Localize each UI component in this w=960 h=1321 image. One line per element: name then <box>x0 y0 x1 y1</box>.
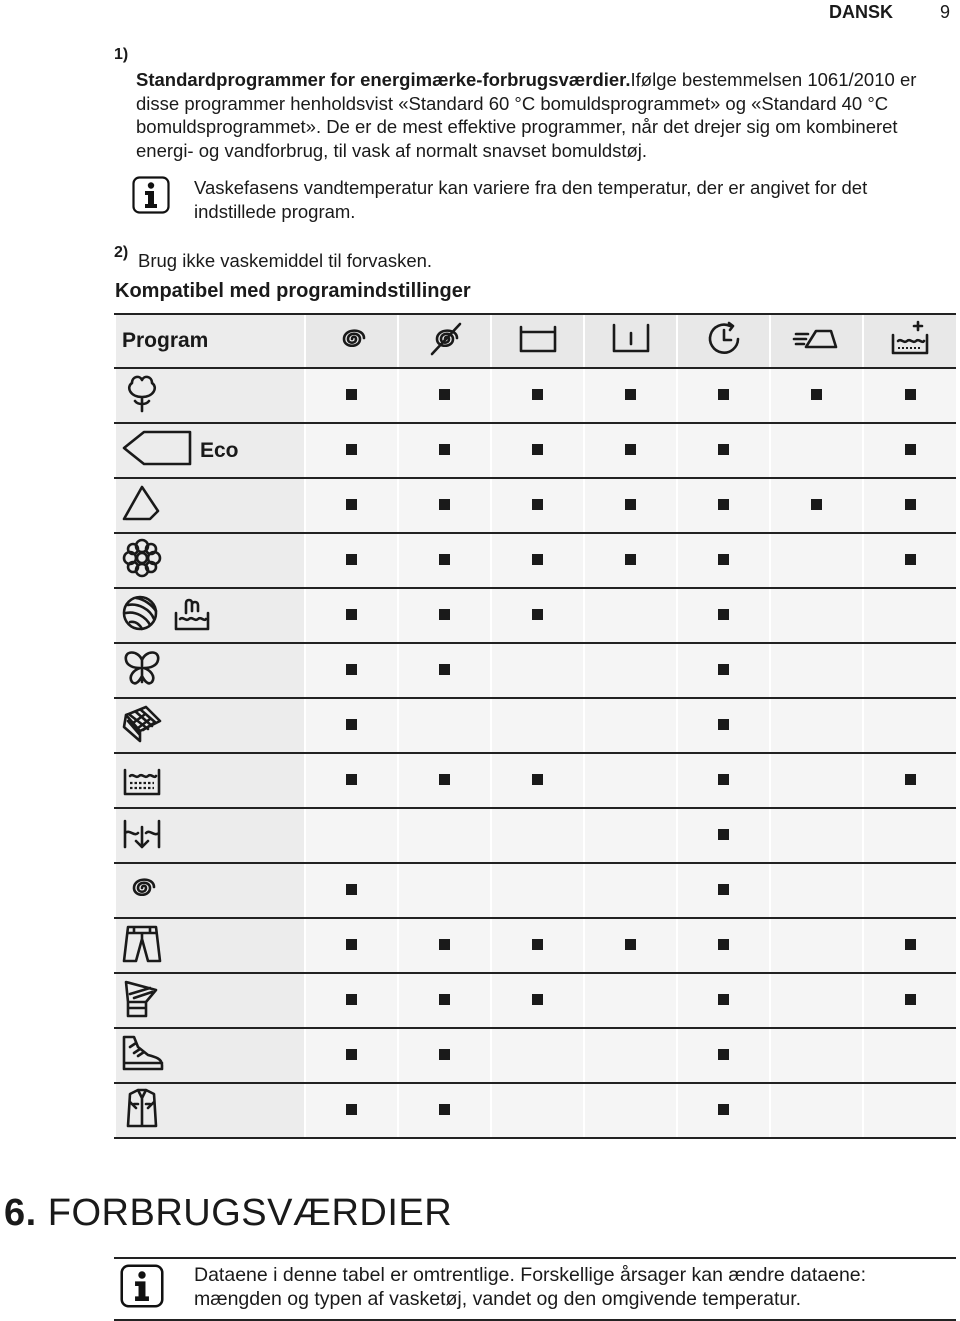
compatible-mark <box>346 389 357 400</box>
compat-cell <box>677 643 770 698</box>
compat-cell <box>398 698 491 753</box>
synthetics-icon <box>120 481 164 525</box>
compatible-mark <box>532 499 543 510</box>
compat-cell <box>770 588 863 643</box>
compat-cell <box>770 368 863 423</box>
compat-cell <box>305 753 398 808</box>
compatible-mark <box>532 389 543 400</box>
compat-cell <box>491 368 584 423</box>
compatible-mark <box>905 554 916 565</box>
compat-cell <box>770 1083 863 1138</box>
table-row <box>115 1028 956 1083</box>
compatible-mark <box>718 444 729 455</box>
program-label: Eco <box>200 438 239 462</box>
compatible-mark <box>718 664 729 675</box>
compat-cell <box>584 863 677 918</box>
compat-cell <box>305 973 398 1028</box>
compat-cell <box>584 808 677 863</box>
compat-cell <box>584 533 677 588</box>
compatible-mark <box>718 994 729 1005</box>
compat-cell <box>491 423 584 478</box>
compatible-mark <box>718 609 729 620</box>
section-title <box>4 1192 452 1235</box>
compat-cell <box>491 753 584 808</box>
compatible-mark <box>439 389 450 400</box>
table-row <box>115 753 956 808</box>
compatible-mark <box>439 1104 450 1115</box>
program-cell <box>115 643 305 698</box>
table-row <box>115 533 956 588</box>
anti-allergy-icon <box>120 976 164 1020</box>
compatible-mark <box>811 499 822 510</box>
compat-cell <box>677 478 770 533</box>
compat-cell <box>491 533 584 588</box>
compat-cell <box>398 863 491 918</box>
compatible-mark <box>439 499 450 510</box>
compatible-mark <box>718 389 729 400</box>
compat-cell <box>863 423 956 478</box>
compatible-mark <box>532 609 543 620</box>
compat-cell <box>584 423 677 478</box>
compatible-mark <box>905 444 916 455</box>
compat-cell <box>770 1028 863 1083</box>
compat-cell <box>491 643 584 698</box>
compat-cell <box>677 588 770 643</box>
night-cycle-icon <box>609 317 653 361</box>
compatible-mark <box>905 499 916 510</box>
table-row <box>115 643 956 698</box>
section-name: FORBRUGSVÆRDIER <box>47 1192 453 1234</box>
option-column-5 <box>677 314 770 368</box>
table-row <box>115 423 956 478</box>
compat-cell <box>863 478 956 533</box>
compatible-mark <box>532 444 543 455</box>
option-column-1 <box>305 314 398 368</box>
compat-cell <box>305 368 398 423</box>
curtains-icon <box>120 701 164 745</box>
table-row <box>115 478 956 533</box>
compat-cell <box>491 863 584 918</box>
compatible-mark <box>439 664 450 675</box>
compat-cell <box>398 973 491 1028</box>
compat-cell <box>491 973 584 1028</box>
program-cell <box>115 918 305 973</box>
compat-cell <box>398 588 491 643</box>
footnote-1-bold: Standardprogrammer for energimærke-forbrugsværdier. <box>136 69 631 90</box>
program-cell <box>115 478 305 533</box>
compat-cell <box>677 368 770 423</box>
compat-cell <box>584 478 677 533</box>
option-column-3 <box>491 314 584 368</box>
compat-cell <box>491 698 584 753</box>
compatible-mark <box>532 554 543 565</box>
no-spin-icon <box>423 317 467 361</box>
compat-cell <box>305 643 398 698</box>
compatible-mark <box>346 719 357 730</box>
compat-table <box>114 313 956 1139</box>
cotton-eco-icon <box>120 426 194 470</box>
compat-cell <box>770 808 863 863</box>
compat-cell <box>863 808 956 863</box>
table-row <box>115 973 956 1028</box>
compat-cell <box>305 478 398 533</box>
compat-cell <box>398 533 491 588</box>
info-note-2-text: Dataene i denne tabel er omtrentlige. Forskellige årsager kan ændre dataene: mængden og typen af vasketøj, vandet og den omgivende temperatur. <box>194 1264 867 1310</box>
compat-cell <box>305 1083 398 1138</box>
compatible-mark <box>532 774 543 785</box>
compat-cell <box>863 863 956 918</box>
compat-cell <box>584 1028 677 1083</box>
compat-cell <box>305 698 398 753</box>
compat-cell <box>770 918 863 973</box>
compatible-mark <box>905 994 916 1005</box>
compat-cell <box>491 1028 584 1083</box>
compatible-mark <box>346 444 357 455</box>
compatible-mark <box>346 609 357 620</box>
compat-header-row <box>115 314 956 368</box>
compatible-mark <box>346 994 357 1005</box>
compat-cell <box>677 808 770 863</box>
program-cell <box>115 1028 305 1083</box>
compat-cell <box>305 1028 398 1083</box>
compatible-mark <box>439 939 450 950</box>
compat-cell <box>584 918 677 973</box>
program-cell <box>115 808 305 863</box>
compatible-mark <box>905 774 916 785</box>
sports-shoes-icon <box>120 1031 164 1075</box>
compatible-mark <box>718 939 729 950</box>
compatible-mark <box>625 939 636 950</box>
compat-cell <box>491 478 584 533</box>
compat-cell <box>677 1083 770 1138</box>
program-cell <box>115 368 305 423</box>
compat-cell <box>677 423 770 478</box>
compatible-mark <box>718 554 729 565</box>
compatible-mark <box>439 774 450 785</box>
compat-cell <box>863 918 956 973</box>
compat-cell <box>305 588 398 643</box>
compatible-mark <box>532 939 543 950</box>
compatible-mark <box>718 884 729 895</box>
compat-cell <box>584 973 677 1028</box>
program-cell <box>115 973 305 1028</box>
table-row <box>115 698 956 753</box>
footnote-1-text <box>136 68 958 162</box>
compat-cell <box>398 1083 491 1138</box>
compat-cell <box>770 423 863 478</box>
compat-cell <box>863 1028 956 1083</box>
compat-cell <box>770 478 863 533</box>
compat-cell <box>491 1083 584 1138</box>
footnote-2-text: Brug ikke vaskemiddel til forvasken. <box>138 250 433 271</box>
compat-cell <box>863 1083 956 1138</box>
info-note-1-text: Vaskefasens vandtemperatur kan variere fra den temperatur, der er angivet for det indstillede program. <box>194 177 868 222</box>
compat-cell <box>677 863 770 918</box>
compat-cell <box>305 808 398 863</box>
compat-cell <box>584 698 677 753</box>
program-cell <box>115 1083 305 1138</box>
compatible-mark <box>439 994 450 1005</box>
program-cell <box>115 533 305 588</box>
compat-cell <box>863 643 956 698</box>
compatible-mark <box>439 444 450 455</box>
compatible-mark <box>346 939 357 950</box>
compatible-mark <box>346 554 357 565</box>
compat-cell <box>584 368 677 423</box>
language-label: DANSK <box>828 2 893 22</box>
cotton-icon <box>120 371 164 415</box>
compat-cell <box>584 753 677 808</box>
compat-cell <box>584 588 677 643</box>
time-delay-icon <box>702 317 746 361</box>
compatible-mark <box>905 939 916 950</box>
program-cell <box>115 753 305 808</box>
compat-cell <box>305 533 398 588</box>
info-icon <box>120 1264 164 1308</box>
compatible-mark <box>625 389 636 400</box>
compat-cell <box>770 698 863 753</box>
compatible-mark <box>718 829 729 840</box>
compatible-mark <box>439 554 450 565</box>
compatible-mark <box>346 774 357 785</box>
option-column-6 <box>770 314 863 368</box>
section-number: 6. <box>4 1192 37 1234</box>
table-row <box>115 808 956 863</box>
compat-cell <box>398 808 491 863</box>
compat-cell <box>677 533 770 588</box>
program-cell <box>115 588 305 643</box>
compatible-mark <box>718 499 729 510</box>
compatible-mark <box>625 554 636 565</box>
compat-cell <box>398 368 491 423</box>
compatible-mark <box>439 609 450 620</box>
compatible-mark <box>718 774 729 785</box>
spin-icon <box>330 317 374 361</box>
spin-program-icon <box>120 866 164 910</box>
table-row <box>115 1083 956 1138</box>
compat-cell <box>491 588 584 643</box>
compat-cell <box>398 423 491 478</box>
compatible-mark <box>718 1049 729 1060</box>
option-column-7 <box>863 314 956 368</box>
compat-cell <box>770 863 863 918</box>
compatible-mark <box>532 994 543 1005</box>
wool-handwash-icon <box>120 591 212 635</box>
table-row <box>115 368 956 423</box>
compat-cell <box>584 1083 677 1138</box>
compat-cell <box>863 753 956 808</box>
compat-cell <box>863 533 956 588</box>
compat-cell <box>770 973 863 1028</box>
rinse-icon <box>120 756 164 800</box>
compat-cell <box>677 918 770 973</box>
compat-cell <box>305 423 398 478</box>
compat-cell <box>398 643 491 698</box>
compatible-mark <box>718 719 729 730</box>
compat-table-title: Kompatibel med programindstillinger <box>115 280 471 302</box>
program-cell <box>115 698 305 753</box>
compat-cell <box>491 808 584 863</box>
compatible-mark <box>811 389 822 400</box>
info-note-1 <box>132 176 958 223</box>
table-row <box>115 863 956 918</box>
compatible-mark <box>625 444 636 455</box>
compat-cell <box>677 753 770 808</box>
compat-cell <box>770 533 863 588</box>
footnote-1-marker: 1) <box>114 46 129 63</box>
compat-cell <box>863 368 956 423</box>
compat-cell <box>491 918 584 973</box>
delicates-icon <box>120 536 164 580</box>
compatible-mark <box>905 389 916 400</box>
footnote-1-body: Ifølge bestemmelsen 1061/2010 er disse programmer henholdsvist «Standard 60 °C bomuldsprogrammet» og «Standard 40 °C bomuldsprogrammet». De er de mest effektive programmer, når det drejer sig om kombineret energi- og vandforbrug, til vask af normalt snavset bomuldstøj. <box>136 69 917 161</box>
compat-cell <box>863 973 956 1028</box>
silk-icon <box>120 646 164 690</box>
compat-cell <box>770 643 863 698</box>
compat-cell <box>863 588 956 643</box>
compat-cell <box>398 1028 491 1083</box>
table-row <box>115 588 956 643</box>
compat-cell <box>770 753 863 808</box>
drain-icon <box>120 811 164 855</box>
footnote-2-marker: 2) <box>114 244 129 261</box>
info-icon <box>132 176 170 214</box>
page-number: 9 <box>939 2 950 22</box>
shirts-icon <box>120 1086 164 1130</box>
compat-cell <box>398 918 491 973</box>
compat-cell <box>863 698 956 753</box>
extra-rinse-icon <box>888 317 932 361</box>
compatible-mark <box>346 1104 357 1115</box>
compat-cell <box>398 478 491 533</box>
compat-cell <box>584 643 677 698</box>
compat-cell <box>677 698 770 753</box>
compat-cell <box>305 863 398 918</box>
compatible-mark <box>346 884 357 895</box>
page-header <box>829 2 950 23</box>
compat-cell <box>398 753 491 808</box>
compatible-mark <box>346 664 357 675</box>
option-column-4 <box>584 314 677 368</box>
compatible-mark <box>439 1049 450 1060</box>
option-column-2 <box>398 314 491 368</box>
easy-iron-icon <box>774 317 860 361</box>
compat-cell <box>305 918 398 973</box>
program-cell <box>115 863 305 918</box>
program-header-label: Program <box>122 329 209 352</box>
rinse-hold-icon <box>516 317 560 361</box>
program-cell <box>115 423 305 478</box>
compatible-mark <box>346 1049 357 1060</box>
jeans-icon <box>120 921 164 965</box>
table-row <box>115 918 956 973</box>
compat-cell <box>677 973 770 1028</box>
program-header <box>115 314 305 368</box>
compatible-mark <box>346 499 357 510</box>
compatible-mark <box>718 1104 729 1115</box>
compatible-mark <box>625 499 636 510</box>
compat-cell <box>677 1028 770 1083</box>
